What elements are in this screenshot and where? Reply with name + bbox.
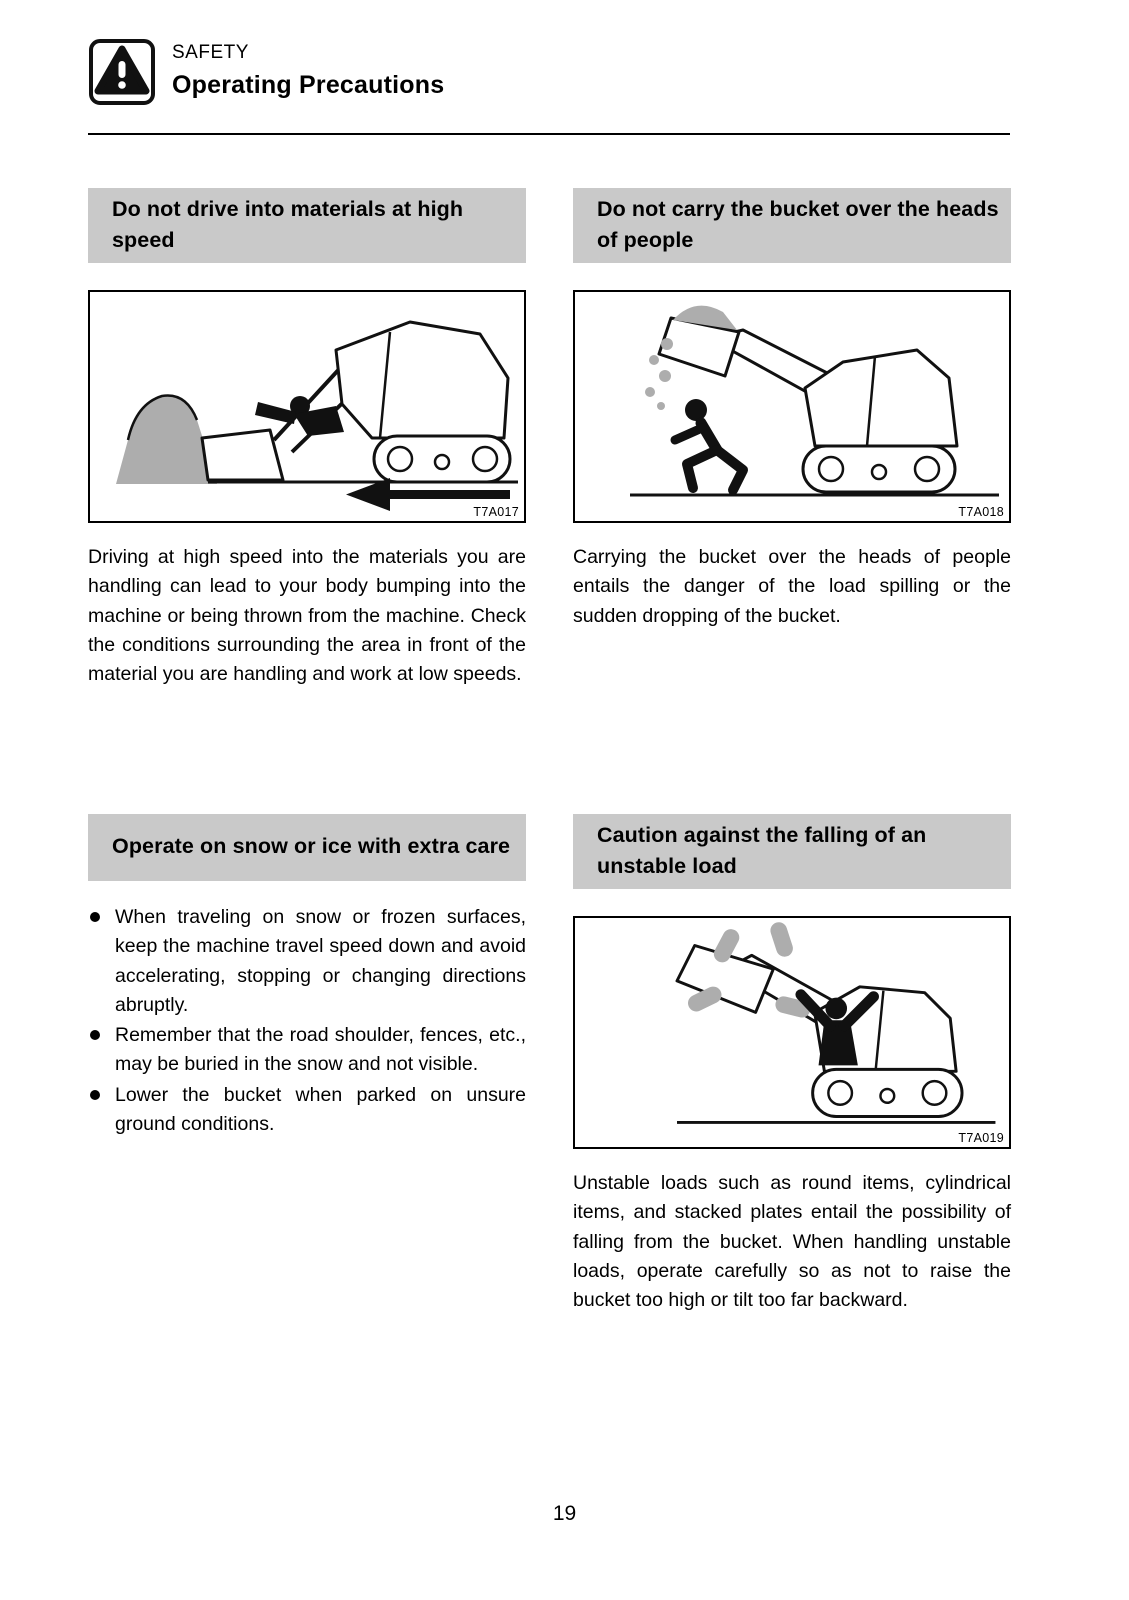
list-item	[88, 1021, 526, 1080]
list-item	[88, 903, 526, 1020]
figure-bucket-over-heads	[573, 290, 1011, 523]
list-item-text: Lower the bucket when parked on unsure ground conditions.	[115, 1083, 526, 1135]
section-heading: Do not drive into materials at high speed	[112, 197, 464, 252]
page-header	[88, 36, 1012, 136]
illustration-bucket-above-person	[575, 292, 1009, 521]
section-label: SAFETY	[172, 42, 249, 63]
bullet-icon	[90, 1030, 100, 1040]
section-heading-box	[88, 188, 526, 263]
section-heading-box	[88, 814, 526, 881]
page-number: 19	[552, 1502, 577, 1525]
section-heading: Operate on snow or ice with extra care	[112, 834, 511, 859]
illustration-falling-load	[575, 918, 1009, 1147]
figure-drive-into-materials	[88, 290, 526, 523]
section-drive-into-materials	[88, 188, 526, 689]
figure-label: T7A018	[954, 505, 1004, 519]
list-item	[88, 1081, 526, 1140]
header-divider	[88, 133, 1010, 135]
section-heading: Caution against the falling of an unstable load	[597, 823, 927, 878]
figure-label: T7A017	[469, 505, 519, 519]
section-heading-box	[573, 814, 1011, 889]
section-heading-box	[573, 188, 1011, 263]
figure-unstable-load	[573, 916, 1011, 1149]
precaution-list	[88, 903, 526, 1139]
section-snow-ice	[88, 814, 526, 1140]
figure-label: T7A019	[954, 1131, 1004, 1145]
illustration-machine-hits-pile	[90, 292, 524, 521]
list-item-text: When traveling on snow or frozen surfaces, keep the machine travel speed down and avoid accelerating, stopping or changing directions abruptly.	[115, 906, 526, 1016]
bullet-icon	[90, 912, 100, 922]
bullet-icon	[90, 1090, 100, 1100]
warning-icon	[88, 38, 156, 106]
page-title: Operating Precautions	[172, 71, 445, 99]
header-text	[172, 42, 444, 100]
section-body: Carrying the bucket over the heads of people entails the danger of the load spilling or the sudden dropping of the bucket.	[573, 546, 1011, 627]
section-body: Driving at high speed into the materials you are handling can lead to your body bumping into the machine or being thrown from the machine. Check the conditions surrounding the area in front of the material you are handling and work at low speeds.	[88, 546, 526, 686]
section-bucket-over-heads	[573, 188, 1011, 631]
list-item-text: Remember that the road shoulder, fences, etc., may be buried in the snow and not visible.	[115, 1024, 526, 1076]
section-body: Unstable loads such as round items, cylindrical items, and stacked plates entail the possibility of falling from the bucket. When handling unstable loads, operate carefully so as not to raise the bucket too high or tilt too far backward.	[573, 1172, 1011, 1312]
section-heading: Do not carry the bucket over the heads of people	[597, 197, 999, 252]
section-unstable-load	[573, 814, 1011, 1315]
